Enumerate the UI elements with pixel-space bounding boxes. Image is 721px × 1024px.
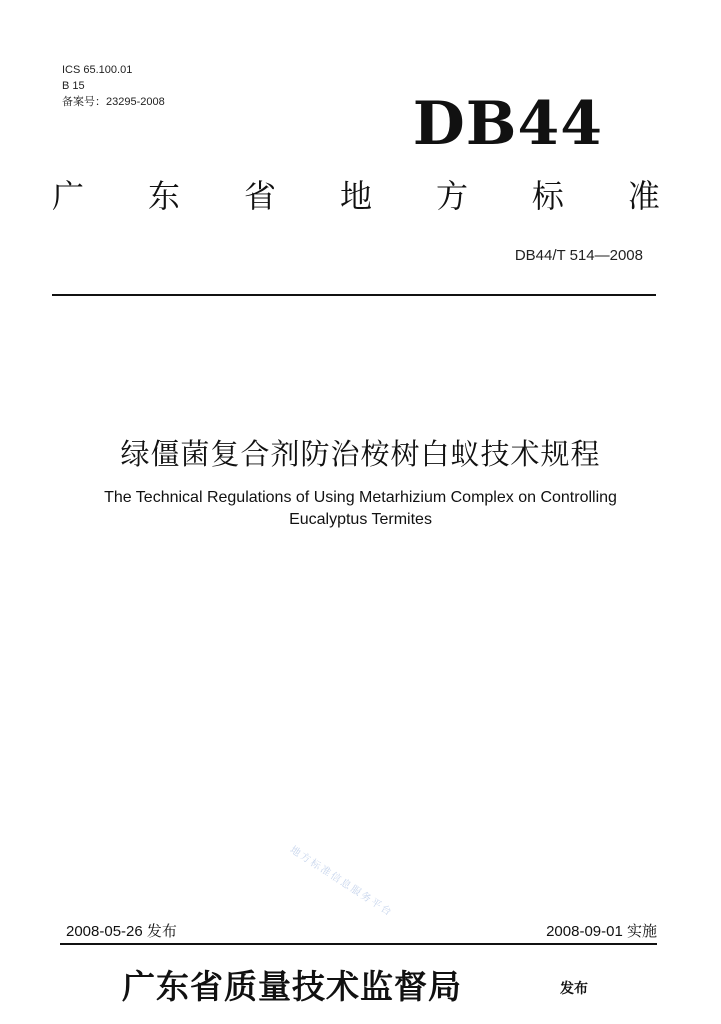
implementation-date: 2008-09-01 实施 <box>546 923 657 940</box>
class-code: B 15 <box>62 80 85 92</box>
authority-title <box>52 176 660 216</box>
issuing-authority: 广东省质量技术监督局 <box>122 967 462 1006</box>
issue-date: 2008-05-26 发布 <box>66 923 177 940</box>
header-divider <box>52 294 656 296</box>
publish-label: 发布 <box>560 981 588 997</box>
authority-char: 准 <box>627 177 660 215</box>
authority-char: 标 <box>531 177 564 215</box>
classification-block <box>62 62 165 110</box>
ics-code: ICS 65.100.01 <box>62 64 133 76</box>
watermark: 地方标准信息服务平台 <box>287 844 395 920</box>
authority-char: 省 <box>243 177 276 215</box>
authority-char: 广 <box>52 177 85 215</box>
authority-char: 方 <box>435 177 468 215</box>
filing-number: 备案号：23295-2008 <box>62 96 165 108</box>
authority-char: 东 <box>147 177 180 215</box>
standard-code: DB44 <box>412 89 603 159</box>
document-title-en <box>0 487 721 531</box>
document-title-zh: 绿僵菌复合剂防治桉树白蚁技术规程 <box>120 437 601 471</box>
title-en-line: Eucalyptus Termites <box>289 511 432 528</box>
authority-char: 地 <box>339 177 372 215</box>
title-en-line: The Technical Regulations of Using Metarhizium Complex on Controlling <box>104 489 617 506</box>
standard-number: DB44/T 514—2008 <box>514 247 643 264</box>
footer-divider <box>60 943 657 945</box>
